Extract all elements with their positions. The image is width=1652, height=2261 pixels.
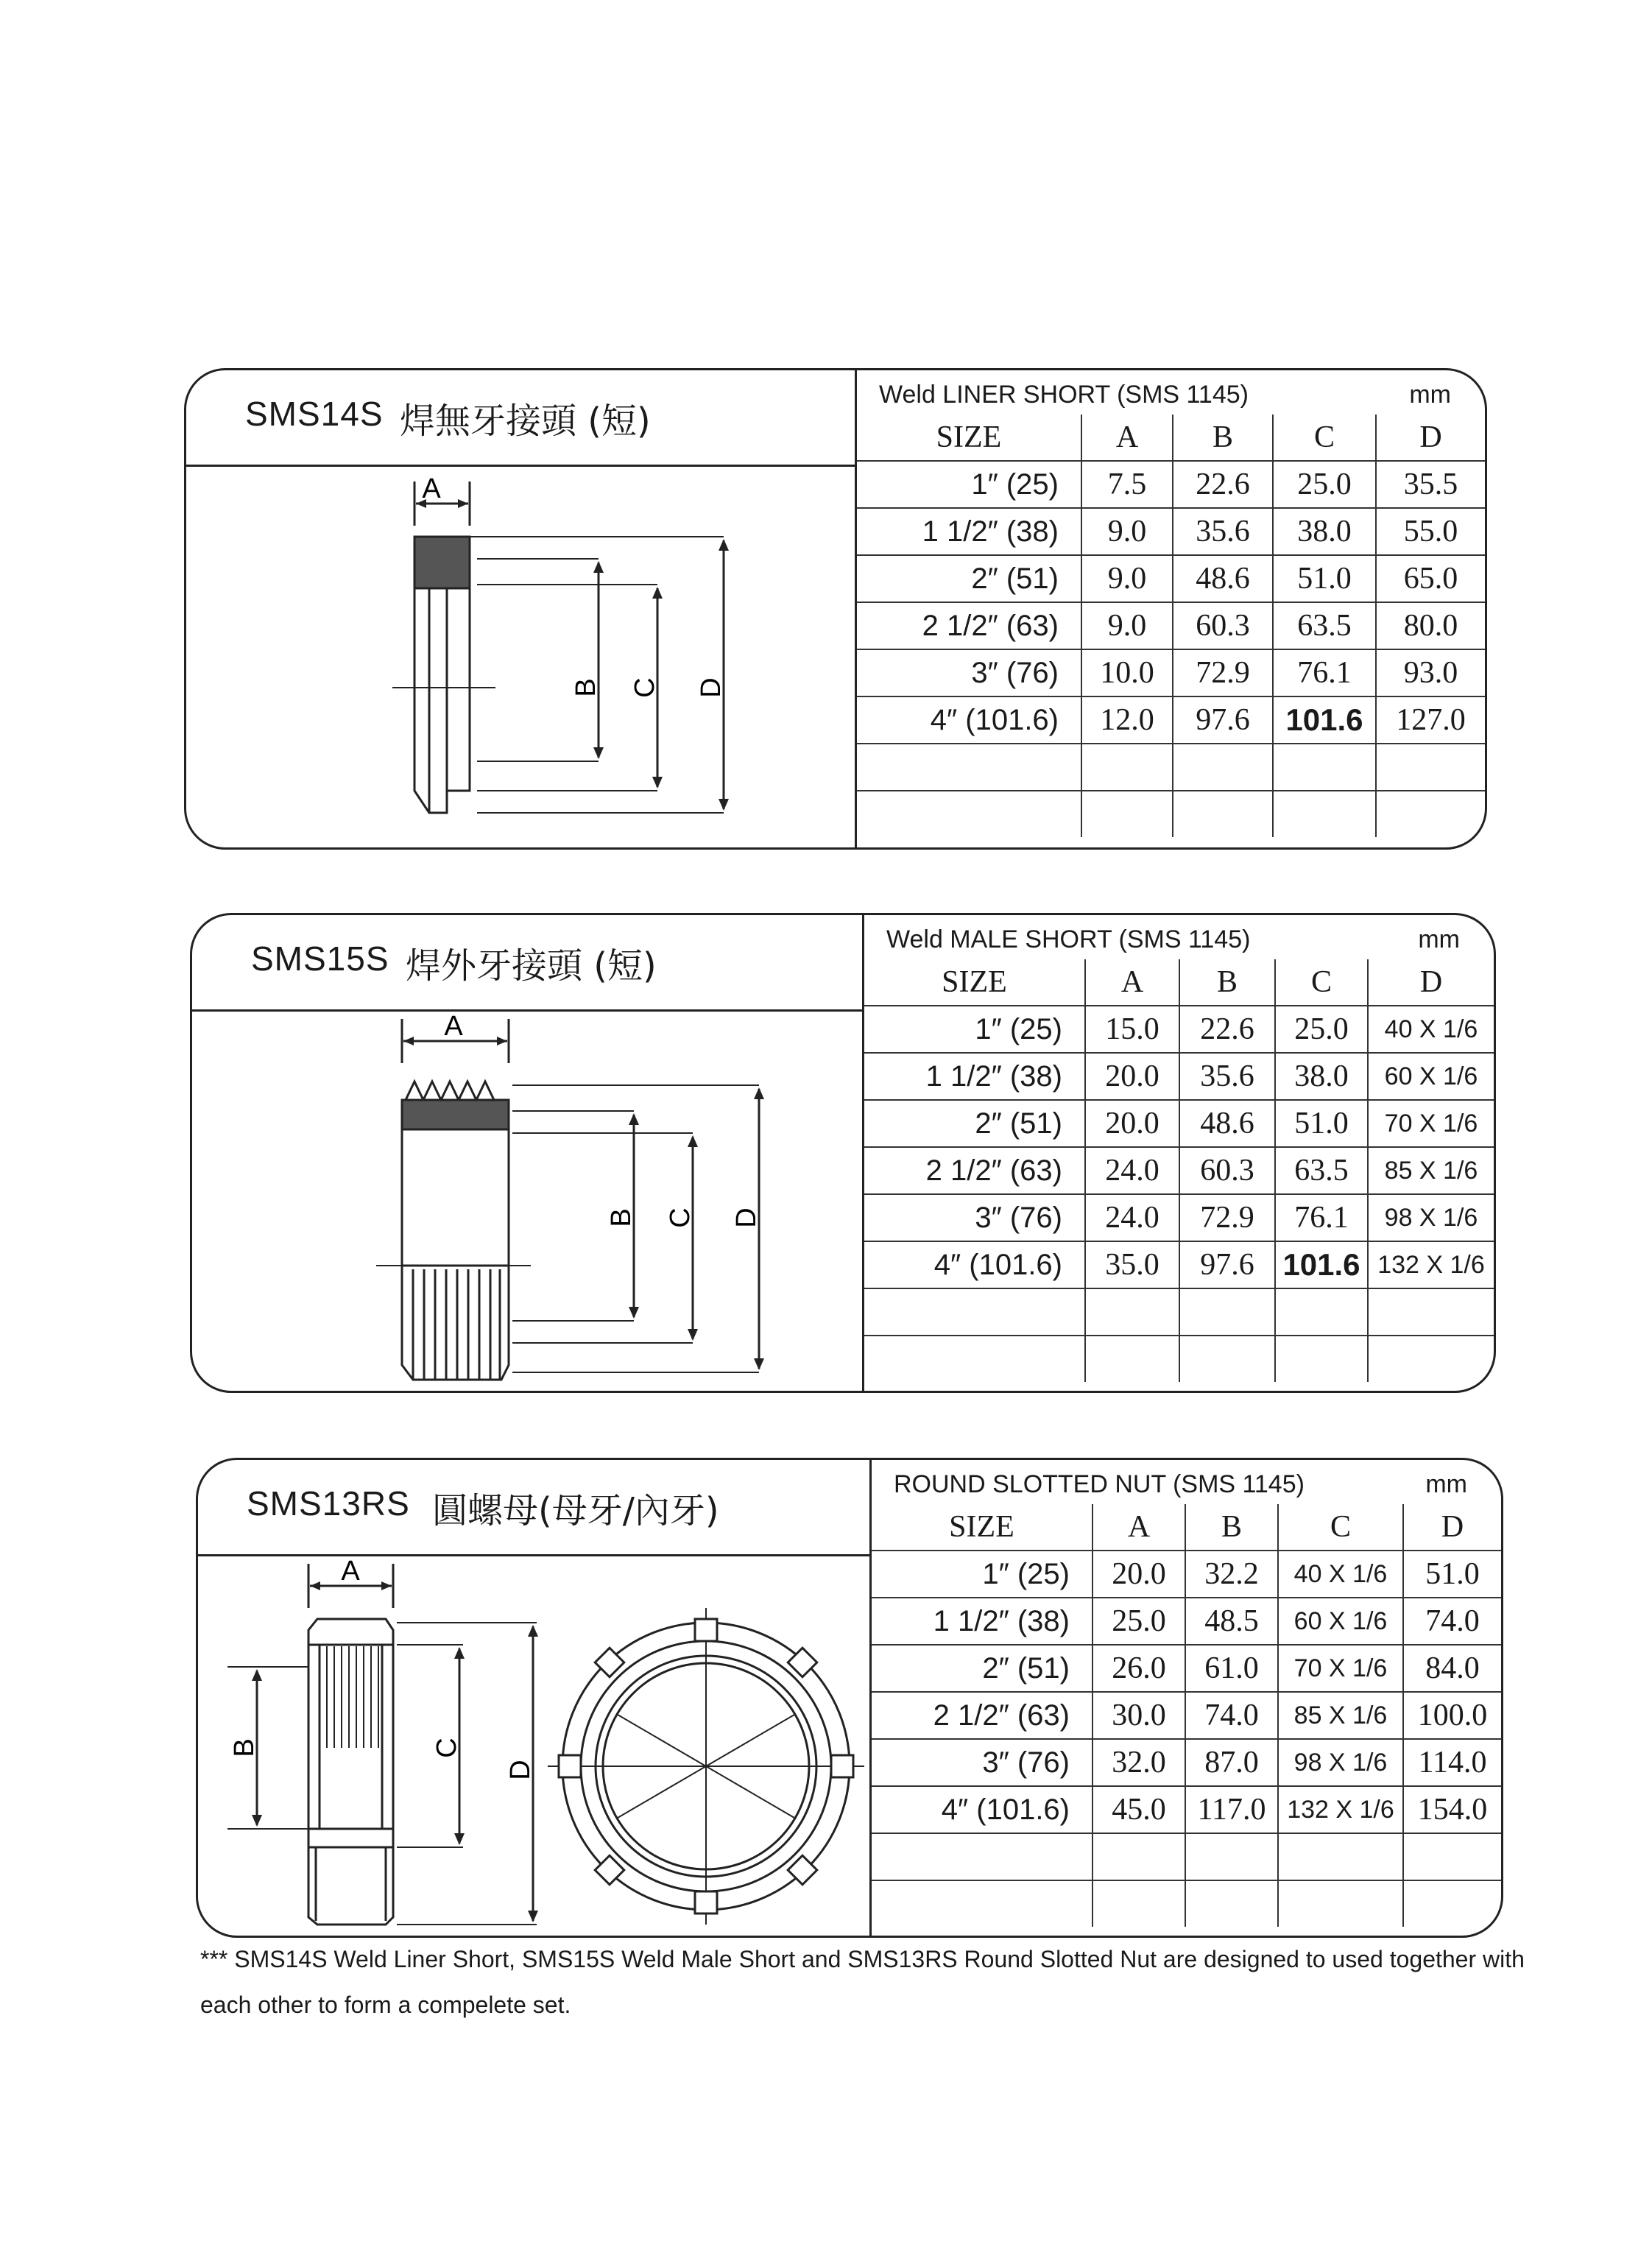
table-row-empty bbox=[864, 1288, 1494, 1336]
table-caption: ROUND SLOTTED NUT (SMS 1145) bbox=[894, 1470, 1305, 1498]
cell-b: 87.0 bbox=[1185, 1739, 1278, 1786]
cell-a: 26.0 bbox=[1092, 1645, 1185, 1692]
dim-label-c: C bbox=[629, 677, 660, 698]
footnote: *** SMS14S Weld Liner Short, SMS15S Weld Male Short and SMS13RS Round Slotted Nut are designed to used together with each other to form a compelete set. bbox=[200, 1946, 1525, 2018]
dim-label-a: A bbox=[444, 1012, 463, 1042]
cell-d: 60 X 1/6 bbox=[1368, 1053, 1494, 1100]
cell-b: 60.3 bbox=[1179, 1147, 1275, 1194]
technical-drawing bbox=[198, 1556, 869, 1933]
drawing-weld-liner-short bbox=[186, 467, 855, 847]
cell-d: 100.0 bbox=[1403, 1692, 1501, 1739]
cell-size: 1 1/2″ (38) bbox=[857, 508, 1081, 555]
cell-size: 1″ (25) bbox=[857, 461, 1081, 508]
cell-c: 98 X 1/6 bbox=[1278, 1739, 1403, 1786]
spec-table-area bbox=[857, 370, 1485, 847]
card-sms15s bbox=[190, 913, 1496, 1393]
cell-size: 1 1/2″ (38) bbox=[872, 1598, 1092, 1645]
cell-size: 2″ (51) bbox=[872, 1645, 1092, 1692]
cell-a: 10.0 bbox=[1081, 649, 1173, 696]
col-header-d: D bbox=[1403, 1504, 1501, 1551]
col-header-c: C bbox=[1275, 959, 1368, 1006]
col-header-d: D bbox=[1376, 415, 1485, 461]
cell-size: 1″ (25) bbox=[872, 1551, 1092, 1598]
product-title-zh: 圓螺母(母牙/內牙) bbox=[432, 1490, 719, 1531]
cell-size: 2 1/2″ (63) bbox=[857, 602, 1081, 649]
col-header-size: SIZE bbox=[857, 415, 1081, 461]
cell-d: 35.5 bbox=[1376, 461, 1485, 508]
cell-c: 51.0 bbox=[1273, 555, 1376, 602]
cell-b: 97.6 bbox=[1173, 696, 1273, 744]
cell-d: 80.0 bbox=[1376, 602, 1485, 649]
cell-b: 48.6 bbox=[1173, 555, 1273, 602]
cell-a: 20.0 bbox=[1085, 1053, 1179, 1100]
table-caption: Weld MALE SHORT (SMS 1145) bbox=[886, 925, 1251, 953]
cell-c: 38.0 bbox=[1275, 1053, 1368, 1100]
col-header-size: SIZE bbox=[864, 959, 1085, 1006]
cell-b: 22.6 bbox=[1173, 461, 1273, 508]
cell-b: 22.6 bbox=[1179, 1006, 1275, 1053]
technical-drawing bbox=[192, 1012, 862, 1389]
product-title-zh: 焊無牙接頭 (短) bbox=[400, 401, 651, 442]
table-header-row bbox=[857, 415, 1485, 461]
product-code: SMS14S bbox=[245, 395, 384, 433]
cell-b: 61.0 bbox=[1185, 1645, 1278, 1692]
dim-label-c: C bbox=[431, 1738, 462, 1758]
cell-size: 2 1/2″ (63) bbox=[872, 1692, 1092, 1739]
cell-c: 25.0 bbox=[1273, 461, 1376, 508]
card-sms14s bbox=[184, 368, 1487, 850]
table-row bbox=[857, 649, 1485, 696]
table-row bbox=[857, 461, 1485, 508]
cell-d: 127.0 bbox=[1376, 696, 1485, 744]
table-row bbox=[864, 1147, 1494, 1194]
col-header-b: B bbox=[1179, 959, 1275, 1006]
table-row bbox=[872, 1645, 1501, 1692]
table-row bbox=[872, 1786, 1501, 1833]
cell-b: 97.6 bbox=[1179, 1241, 1275, 1288]
dim-label-b: B bbox=[606, 1208, 637, 1227]
cell-c: 132 X 1/6 bbox=[1278, 1786, 1403, 1833]
cell-d: 98 X 1/6 bbox=[1368, 1194, 1494, 1241]
card-sms13rs bbox=[196, 1458, 1503, 1938]
cell-size: 4″ (101.6) bbox=[864, 1241, 1085, 1288]
table-row bbox=[857, 602, 1485, 649]
cell-a: 45.0 bbox=[1092, 1786, 1185, 1833]
dim-label-d: D bbox=[731, 1207, 762, 1228]
table-header-row bbox=[864, 959, 1494, 1006]
table-header-row bbox=[872, 1504, 1501, 1551]
cell-a: 12.0 bbox=[1081, 696, 1173, 744]
col-header-c: C bbox=[1273, 415, 1376, 461]
dim-label-a: A bbox=[422, 473, 441, 504]
table-row bbox=[872, 1739, 1501, 1786]
unit-label: mm bbox=[1418, 925, 1460, 953]
cell-a: 32.0 bbox=[1092, 1739, 1185, 1786]
spec-table-area bbox=[872, 1460, 1501, 1936]
cell-a: 24.0 bbox=[1085, 1194, 1179, 1241]
cell-size: 1″ (25) bbox=[864, 1006, 1085, 1053]
cell-d: 132 X 1/6 bbox=[1368, 1241, 1494, 1288]
cell-c: 63.5 bbox=[1273, 602, 1376, 649]
cell-a: 20.0 bbox=[1092, 1551, 1185, 1598]
table-row bbox=[857, 555, 1485, 602]
product-title-zh: 焊外牙接頭 (短) bbox=[406, 945, 657, 987]
cell-c: 101.6 bbox=[1275, 1241, 1368, 1288]
cell-a: 9.0 bbox=[1081, 602, 1173, 649]
cell-a: 9.0 bbox=[1081, 508, 1173, 555]
dim-label-d: D bbox=[696, 677, 727, 698]
product-code: SMS13RS bbox=[247, 1484, 410, 1523]
col-header-size: SIZE bbox=[872, 1504, 1092, 1551]
cell-b: 35.6 bbox=[1173, 508, 1273, 555]
table-row bbox=[864, 1006, 1494, 1053]
table-row bbox=[872, 1692, 1501, 1739]
cell-b: 60.3 bbox=[1173, 602, 1273, 649]
table-row bbox=[864, 1241, 1494, 1288]
cell-a: 35.0 bbox=[1085, 1241, 1179, 1288]
table-row-empty bbox=[864, 1336, 1494, 1382]
table-row-empty bbox=[857, 791, 1485, 837]
cell-size: 4″ (101.6) bbox=[857, 696, 1081, 744]
cell-b: 35.6 bbox=[1179, 1053, 1275, 1100]
col-header-a: A bbox=[1092, 1504, 1185, 1551]
card-header bbox=[192, 915, 862, 1012]
dim-label-c: C bbox=[665, 1207, 696, 1228]
cell-c: 101.6 bbox=[1273, 696, 1376, 744]
cell-c: 76.1 bbox=[1273, 649, 1376, 696]
cell-d: 84.0 bbox=[1403, 1645, 1501, 1692]
dim-label-d: D bbox=[505, 1760, 536, 1780]
cell-b: 48.5 bbox=[1185, 1598, 1278, 1645]
spec-table bbox=[857, 415, 1485, 837]
cell-d: 55.0 bbox=[1376, 508, 1485, 555]
cell-c: 51.0 bbox=[1275, 1100, 1368, 1147]
cell-d: 65.0 bbox=[1376, 555, 1485, 602]
cell-size: 3″ (76) bbox=[864, 1194, 1085, 1241]
cell-b: 74.0 bbox=[1185, 1692, 1278, 1739]
cell-a: 7.5 bbox=[1081, 461, 1173, 508]
cell-d: 74.0 bbox=[1403, 1598, 1501, 1645]
drawing-weld-male-short bbox=[192, 1012, 862, 1391]
cell-a: 15.0 bbox=[1085, 1006, 1179, 1053]
cell-c: 60 X 1/6 bbox=[1278, 1598, 1403, 1645]
technical-drawing bbox=[186, 467, 855, 845]
card-header bbox=[186, 370, 855, 467]
card-header bbox=[198, 1460, 869, 1556]
cell-a: 25.0 bbox=[1092, 1598, 1185, 1645]
cell-c: 38.0 bbox=[1273, 508, 1376, 555]
col-header-a: A bbox=[1081, 415, 1173, 461]
cell-c: 40 X 1/6 bbox=[1278, 1551, 1403, 1598]
table-row bbox=[857, 696, 1485, 744]
table-row bbox=[864, 1100, 1494, 1147]
cell-c: 25.0 bbox=[1275, 1006, 1368, 1053]
cell-d: 85 X 1/6 bbox=[1368, 1147, 1494, 1194]
col-header-d: D bbox=[1368, 959, 1494, 1006]
cell-d: 114.0 bbox=[1403, 1739, 1501, 1786]
table-row bbox=[864, 1194, 1494, 1241]
table-row-empty bbox=[872, 1880, 1501, 1927]
table-caption: Weld LINER SHORT (SMS 1145) bbox=[879, 381, 1249, 409]
cell-a: 20.0 bbox=[1085, 1100, 1179, 1147]
cell-size: 2″ (51) bbox=[864, 1100, 1085, 1147]
cell-c: 63.5 bbox=[1275, 1147, 1368, 1194]
cell-size: 2″ (51) bbox=[857, 555, 1081, 602]
cell-a: 24.0 bbox=[1085, 1147, 1179, 1194]
cell-b: 48.6 bbox=[1179, 1100, 1275, 1147]
cell-a: 9.0 bbox=[1081, 555, 1173, 602]
dim-label-a: A bbox=[341, 1556, 360, 1587]
product-code: SMS15S bbox=[251, 939, 389, 978]
table-row-empty bbox=[857, 744, 1485, 791]
spec-table bbox=[864, 959, 1494, 1382]
cell-c: 70 X 1/6 bbox=[1278, 1645, 1403, 1692]
cell-b: 117.0 bbox=[1185, 1786, 1278, 1833]
table-row bbox=[872, 1551, 1501, 1598]
cell-a: 30.0 bbox=[1092, 1692, 1185, 1739]
unit-label: mm bbox=[1425, 1470, 1467, 1498]
cell-d: 40 X 1/6 bbox=[1368, 1006, 1494, 1053]
table-row bbox=[872, 1598, 1501, 1645]
cell-c: 85 X 1/6 bbox=[1278, 1692, 1403, 1739]
cell-size: 2 1/2″ (63) bbox=[864, 1147, 1085, 1194]
cell-size: 4″ (101.6) bbox=[872, 1786, 1092, 1833]
col-header-b: B bbox=[1185, 1504, 1278, 1551]
dim-label-b: B bbox=[229, 1738, 260, 1757]
table-row bbox=[857, 508, 1485, 555]
cell-c: 76.1 bbox=[1275, 1194, 1368, 1241]
cell-d: 93.0 bbox=[1376, 649, 1485, 696]
cell-d: 154.0 bbox=[1403, 1786, 1501, 1833]
drawing-round-slotted-nut bbox=[198, 1556, 869, 1936]
table-row bbox=[864, 1053, 1494, 1100]
cell-size: 3″ (76) bbox=[872, 1739, 1092, 1786]
cell-d: 70 X 1/6 bbox=[1368, 1100, 1494, 1147]
col-header-c: C bbox=[1278, 1504, 1403, 1551]
unit-label: mm bbox=[1409, 381, 1451, 409]
cell-d: 51.0 bbox=[1403, 1551, 1501, 1598]
spec-table-area bbox=[864, 915, 1494, 1391]
cell-size: 3″ (76) bbox=[857, 649, 1081, 696]
col-header-a: A bbox=[1085, 959, 1179, 1006]
spec-table bbox=[872, 1504, 1501, 1927]
cell-b: 72.9 bbox=[1173, 649, 1273, 696]
table-row-empty bbox=[872, 1833, 1501, 1880]
cell-size: 1 1/2″ (38) bbox=[864, 1053, 1085, 1100]
col-header-b: B bbox=[1173, 415, 1273, 461]
cell-b: 72.9 bbox=[1179, 1194, 1275, 1241]
dim-label-b: B bbox=[571, 678, 601, 697]
cell-b: 32.2 bbox=[1185, 1551, 1278, 1598]
